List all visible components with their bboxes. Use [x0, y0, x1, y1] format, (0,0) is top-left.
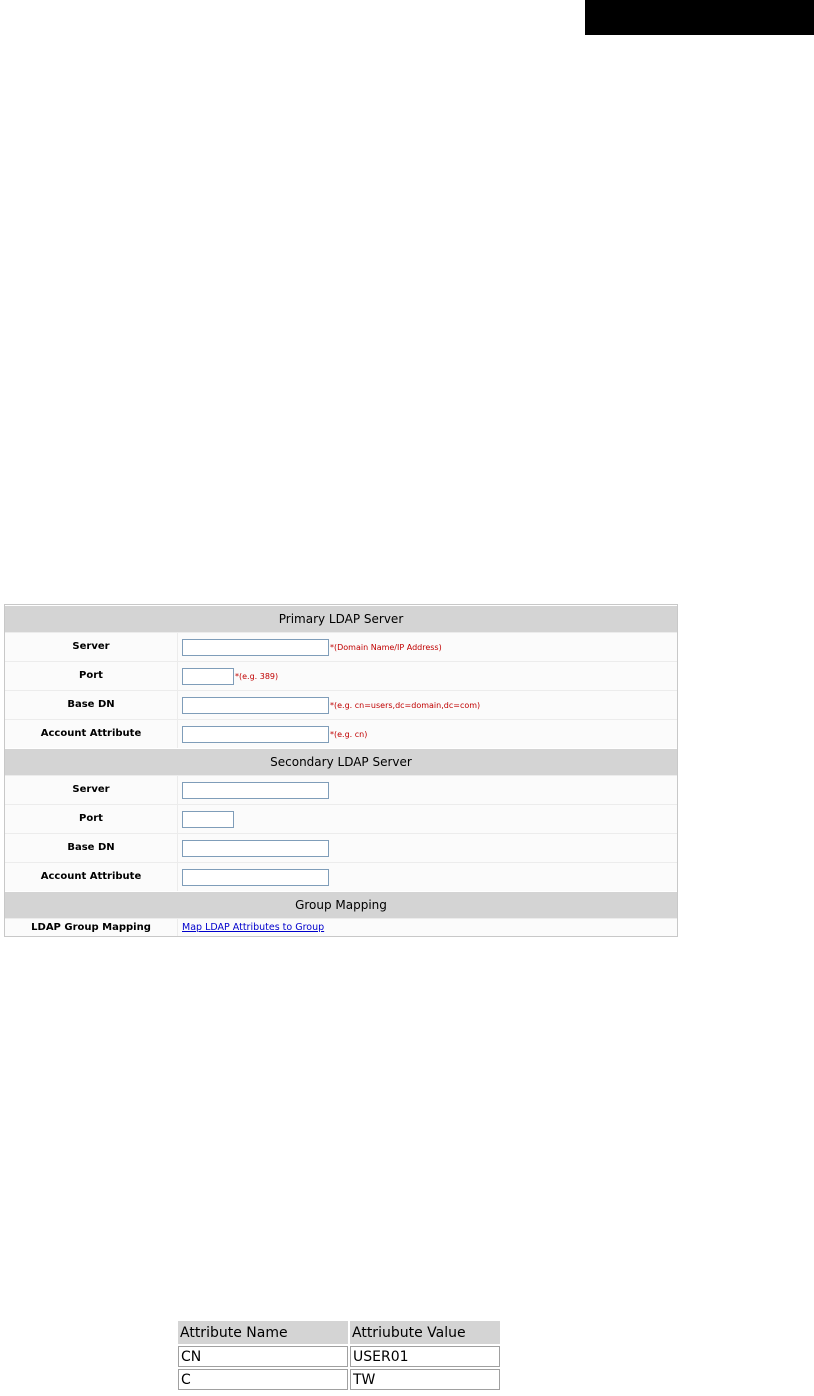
attribute-name-cell: CN [178, 1346, 348, 1367]
primary-server-label: Server [5, 633, 178, 661]
secondary-attr-row [5, 862, 677, 891]
secondary-port-label: Port [5, 805, 178, 833]
primary-basedn-input[interactable] [182, 697, 329, 714]
attribute-value-cell: USER01 [350, 1346, 500, 1367]
primary-server-hint: *(Domain Name/IP Address) [330, 642, 442, 652]
secondary-basedn-row [5, 833, 677, 862]
secondary-basedn-label: Base DN [5, 834, 178, 862]
primary-basedn-label: Base DN [5, 691, 178, 719]
group-mapping-row [5, 918, 677, 936]
secondary-attr-input[interactable] [182, 869, 329, 886]
attribute-table [176, 1319, 502, 1392]
group-mapping-heading: Group Mapping [5, 891, 677, 918]
attribute-value-cell: TW [350, 1369, 500, 1390]
secondary-ldap-heading: Secondary LDAP Server [5, 748, 677, 775]
primary-port-label: Port [5, 662, 178, 690]
primary-port-row [5, 661, 677, 690]
secondary-port-row [5, 804, 677, 833]
primary-attr-hint: *(e.g. cn) [330, 729, 368, 739]
primary-attr-label: Account Attribute [5, 720, 178, 748]
table-row [178, 1369, 500, 1390]
secondary-basedn-input[interactable] [182, 840, 329, 857]
primary-basedn-hint: *(e.g. cn=users,dc=domain,dc=com) [330, 700, 481, 710]
primary-port-input[interactable] [182, 668, 234, 685]
primary-ldap-heading: Primary LDAP Server [5, 605, 677, 632]
attribute-table-header [178, 1321, 500, 1344]
attribute-name-header: Attribute Name [178, 1321, 348, 1344]
primary-port-hint: *(e.g. 389) [235, 671, 279, 681]
primary-server-row [5, 632, 677, 661]
secondary-server-input[interactable] [182, 782, 329, 799]
secondary-attr-label: Account Attribute [5, 863, 178, 891]
primary-attr-row [5, 719, 677, 748]
table-row [178, 1346, 500, 1367]
primary-attr-input[interactable] [182, 726, 329, 743]
secondary-port-input[interactable] [182, 811, 234, 828]
group-mapping-label: LDAP Group Mapping [5, 919, 178, 936]
header-black-bar [585, 0, 814, 35]
primary-basedn-row [5, 690, 677, 719]
map-ldap-attributes-link[interactable]: Map LDAP Attributes to Group [182, 922, 325, 933]
secondary-server-label: Server [5, 776, 178, 804]
attribute-name-cell: C [178, 1369, 348, 1390]
secondary-server-row [5, 775, 677, 804]
ldap-settings-panel [4, 604, 678, 937]
primary-server-input[interactable] [182, 639, 329, 656]
attribute-value-header: Attriubute Value [350, 1321, 500, 1344]
